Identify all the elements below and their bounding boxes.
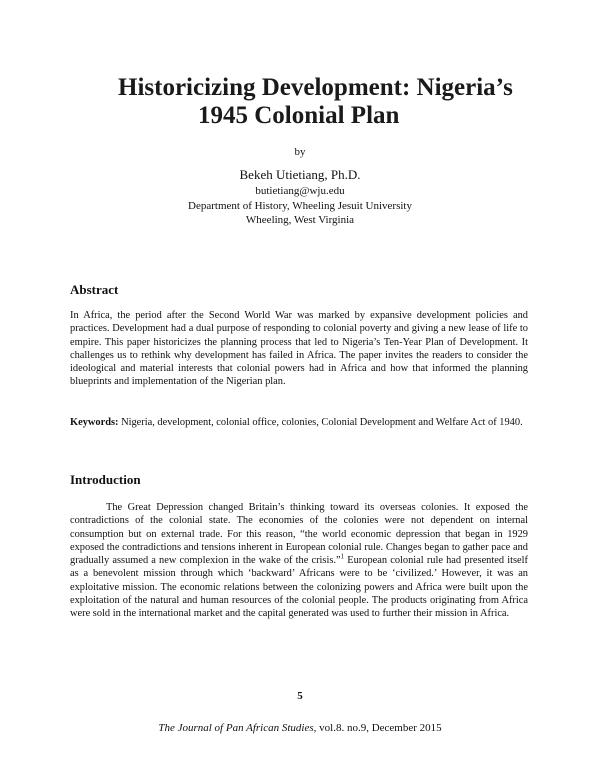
keywords-text: Nigeria, development, colonial office, colonies, Colonial Development and Welfare Act of 1940. xyxy=(118,417,523,428)
author-name: Bekeh Utietiang, Ph.D. xyxy=(239,167,361,182)
title-line-2: 1945 Colonial Plan xyxy=(198,102,400,129)
footnote-marker[interactable]: 1 xyxy=(340,552,345,561)
author-department: Department of History, Wheeling Jesuit University xyxy=(188,200,412,212)
author-location: Wheeling, West Virginia xyxy=(245,214,355,226)
keywords xyxy=(70,416,528,429)
journal-footer xyxy=(0,722,600,734)
introduction-text xyxy=(70,501,528,621)
introduction-heading: Introduction xyxy=(70,472,141,487)
journal-issue: , vol.8. no.9, December 2015 xyxy=(313,722,442,734)
journal-name: The Journal of Pan African Studies xyxy=(158,722,314,734)
author-email[interactable]: butietiang@wju.edu xyxy=(255,185,345,197)
byline: by xyxy=(294,146,306,158)
introduction-text-part-2: European colonial rule had presented itself as a benevolent mission through which ‘backward’ Africans were to be ‘civilized.’ However, it was an exploitative mission. The economic relations between the colonizing powers and Africa were built upon the exploitation of the natural and human resources of the colonial people. The products originating from Africa were sold in the international market and the capital generated was used to further their mission in Africa. xyxy=(70,555,528,620)
abstract-text: In Africa, the period after the Second World War was marked by expansive development policies and practices. Development had a dual purpose of responding to colonial poverty and giving a new lease of life to empire. This paper historicizes the planning process that led to Nigeria’s Ten-Year Plan of Development. It challenges us to rethink why development has failed in Africa. The paper invites the readers to consider the ideological and material interests that colonial powers had in Africa and how that informed the planning blueprints and implementation of the Nigerian plan. xyxy=(70,310,528,388)
introduction-text-part-1: The Great Depression changed Britain’s thinking toward its overseas colonies. It exposed the contradictions of the colonial state. The economies of the colonies were not dependent on internal consumption but on external trade. For this reason, “the world economic depression that began in 1929 exposed the contradictions and tensions inherent in European colonial rule. Changes began to gather pace and gradually assumed a new complexion in the wake of the crisis.” xyxy=(70,502,528,567)
keywords-label: Keywords: xyxy=(70,417,119,428)
abstract-heading: Abstract xyxy=(70,282,119,297)
page-number: 5 xyxy=(297,690,303,702)
title-line-1: Historicizing Development: Nigeria’s xyxy=(118,74,513,101)
